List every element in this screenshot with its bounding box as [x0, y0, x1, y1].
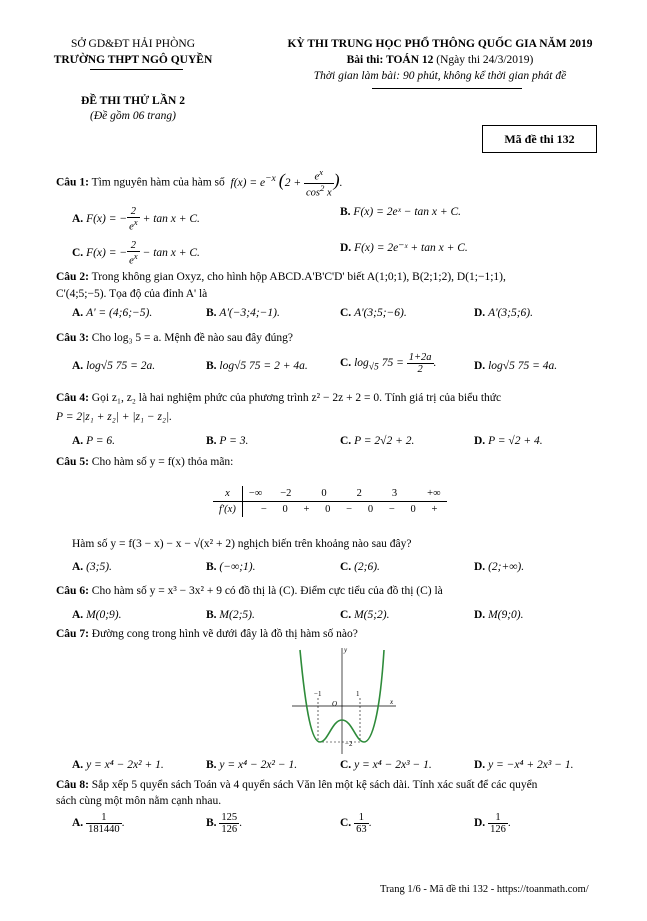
q6-b-text: M(2;5). [219, 609, 255, 621]
q7-stem [56, 628, 358, 640]
q1-stem [56, 168, 343, 198]
q7-option-c[interactable]: C. y = x⁴ − 2x³ − 1. [340, 759, 432, 771]
sign-cell: − [388, 504, 395, 515]
q6-option-d[interactable]: D. M(9;0). [474, 609, 524, 621]
q7-d-text: y = −x⁴ + 2x³ − 1. [488, 759, 574, 771]
q4-c-text: P = 2√2 + 2. [354, 435, 415, 447]
q4-line1: Gọi z₁, z₂ là hai nghiệm phức của phương trình z² − 2z + 2 = 0. Tính giá trị của biểu thức [91, 392, 502, 404]
sign-cell: + [431, 504, 438, 515]
q5-stem [56, 456, 233, 468]
q5-option-d[interactable]: D. (2;+∞). [474, 561, 525, 573]
exam-name: KỲ THI TRUNG HỌC PHỔ THÔNG QUỐC GIA NĂM 2019 [287, 38, 593, 50]
q3-option-a[interactable]: A. log√5 75 = 2a. [72, 360, 156, 372]
dept-name: SỞ GD&ĐT HẢI PHÒNG [70, 38, 196, 50]
q2-option-b[interactable]: B. A'(−3;4;−1). [206, 307, 280, 319]
q6-stem [56, 585, 443, 597]
q3-d-text: log√5 75 = 4a. [488, 360, 558, 372]
q8-line2: sách cùng một môn nằm cạnh nhau. [56, 795, 222, 807]
q3-option-b[interactable]: B. log√5 75 = 2 + 4a. [206, 360, 308, 372]
label-x: x [390, 698, 394, 706]
q2-option-c[interactable]: C. A'(3;5;−6). [340, 307, 407, 319]
sign-cell: 0 [410, 504, 416, 515]
label-m2: −2 [345, 740, 353, 748]
q2-d-text: A'(3;5;6). [488, 307, 533, 319]
q8-option-b[interactable]: B. $\frac{125}{126}$ . [206, 812, 243, 836]
q3-b-text: log√5 75 = 2 + 4a. [219, 360, 308, 372]
q5-c-text: (2;6). [354, 561, 380, 573]
time-note: Thời gian làm bài: 90 phút, không kể thời gian phát đề [313, 70, 567, 82]
q4-b-text: P = 3. [219, 435, 249, 447]
label-o: O [332, 700, 338, 708]
q1-formula: $f(x) = e^{-x}$ (2 + $\frac{e^x}{\cos^2 x}$ ). [227, 167, 343, 199]
label-p1: 1 [356, 690, 360, 698]
label-y: y [344, 646, 348, 654]
table-x-cell: −∞ [248, 488, 263, 499]
sign-cell: + [303, 504, 310, 515]
q2-a-text: A' = (4;6;−5). [86, 307, 153, 319]
q1-label: Câu 1: [56, 176, 89, 189]
q2-b-text: A'(−3;4;−1). [219, 307, 280, 319]
pages-note: (Đề gồm 06 trang) [90, 110, 176, 122]
q8-label: Câu 8: [56, 779, 89, 791]
q7-option-d[interactable]: D. y = −x⁴ + 2x³ − 1. [474, 759, 574, 771]
q1-d-text: F(x) = 2e⁻ˣ + tan x + C. [354, 242, 468, 254]
sign-cell: 0 [282, 504, 288, 515]
header-underline [372, 88, 522, 89]
sign-cell: − [260, 504, 267, 515]
q5-text: Cho hàm số y = f(x) thỏa mãn: [91, 456, 234, 468]
q6-d-text: M(9;0). [488, 609, 524, 621]
subject: Bài thi: TOÁN 12 [346, 54, 434, 66]
q1-option-b[interactable]: B. F(x) = 2eˣ − tan x + C. [340, 206, 462, 218]
q7-option-a[interactable]: A. y = x⁴ − 2x² + 1. [72, 759, 164, 771]
q8-stem [56, 779, 537, 791]
q2-line1: Trong không gian Oxyz, cho hình hộp ABCD.A'B'C'D' biết A(1;0;1), B(2;1;2), D(1;−1;1), [91, 271, 506, 283]
q8-option-d[interactable]: D. $\frac{1}{126}$ . [474, 812, 511, 836]
table-f-head: f'(x) [213, 502, 242, 518]
q2-label: Câu 2: [56, 271, 89, 283]
school-name: TRƯỜNG THPT NGÔ QUYỀN [53, 54, 213, 66]
label-m1: −1 [314, 690, 322, 698]
q7-graph [288, 644, 400, 756]
q6-c-text: M(5;2). [354, 609, 390, 621]
table-x-cell: +∞ [427, 488, 441, 499]
q3-stem [56, 332, 293, 344]
q8-d-den: 126 [490, 824, 506, 836]
q8-b-den: 126 [221, 824, 238, 836]
q6-option-b[interactable]: B. M(2;5). [206, 609, 255, 621]
q6-option-c[interactable]: C. M(5;2). [340, 609, 390, 621]
table-x-cell: 0 [321, 488, 327, 499]
q1-option-a[interactable]: A. F(x) = − $\frac{2}{e^x}$ + tan x + C. [72, 206, 200, 233]
q7-a-text: y = x⁴ − 2x² + 1. [86, 759, 164, 771]
exam-title: ĐỀ THI THỬ LẦN 2 [81, 95, 185, 107]
q4-option-d[interactable]: D. P = √2 + 4. [474, 435, 543, 447]
q5-a-text: (3;5). [86, 561, 112, 573]
q1-b-text: F(x) = 2eˣ − tan x + C. [353, 206, 462, 218]
q5-option-b[interactable]: B. (−∞;1). [206, 561, 256, 573]
q7-label: Câu 7: [56, 628, 89, 640]
q8-a-num: 1 [86, 812, 122, 824]
q8-c-den: 63 [356, 824, 367, 836]
q8-d-num: 1 [488, 812, 508, 824]
q5-line2: Hàm số y = f(3 − x) − x − √(x² + 2) nghịch biến trên khoảng nào sau đây? [72, 538, 412, 550]
exam-date: (Ngày thi 24/3/2019) [433, 54, 534, 66]
sign-cell: 0 [367, 504, 374, 515]
exam-code-box: Mã đề thi 132 [482, 125, 597, 153]
q3-label: Câu 3: [56, 332, 89, 344]
q4-stem [56, 392, 501, 404]
q5-option-c[interactable]: C. (2;6). [340, 561, 380, 573]
q5-label: Câu 5: [56, 456, 89, 468]
table-x-cell: 3 [391, 488, 398, 499]
q4-d-text: P = √2 + 4. [488, 435, 543, 447]
q4-option-b[interactable]: B. P = 3. [206, 435, 249, 447]
q8-line1: Sắp xếp 5 quyển sách Toán và 4 quyển sách Văn lên một kệ sách dài. Tính xác suất để các quyển [91, 779, 538, 791]
q3-option-c[interactable]: C. $\log_{√5} 75$ = $\frac{1+2a}{2}$ . [340, 352, 437, 376]
sign-cell: − [346, 504, 353, 515]
q6-a-text: M(0;9). [86, 609, 122, 621]
q7-text: Đường cong trong hình vẽ dưới đây là đồ thị hàm số nào? [91, 628, 358, 640]
q4-option-c[interactable]: C. P = 2√2 + 2. [340, 435, 415, 447]
q8-option-c[interactable]: C. $\frac{1}{63}$ . [340, 812, 372, 836]
q2-option-d[interactable]: D. A'(3;5;6). [474, 307, 533, 319]
q5-d-text: (2;+∞). [488, 561, 525, 573]
q7-b-text: y = x⁴ − 2x² − 1. [219, 759, 298, 771]
q8-option-a[interactable]: A. $\frac{1}{181440}$ . [72, 812, 125, 836]
table-x-cell: −2 [280, 488, 292, 499]
table-f-signs [242, 502, 446, 518]
q7-c-text: y = x⁴ − 2x³ − 1. [354, 759, 432, 771]
table-x-head: x [213, 486, 242, 502]
q6-label: Câu 6: [56, 585, 89, 597]
q3-text: Cho log₃ 5 = a. Mệnh đề nào sau đây đúng? [91, 332, 293, 344]
q8-b-num: 125 [221, 812, 238, 823]
q2-stem [56, 271, 506, 283]
sign-cell: 0 [325, 504, 331, 515]
q8-c-num: 1 [354, 812, 369, 824]
q8-a-den: 181440 [88, 824, 120, 836]
q2-option-a[interactable]: A. A' = (4;6;−5). [72, 307, 153, 319]
subject-line [250, 54, 630, 66]
q3-option-d[interactable]: D. log√5 75 = 4a. [474, 360, 558, 372]
q2-line2: C'(4;5;−5). Tọa độ của đỉnh A' là [56, 288, 208, 300]
q6-option-a[interactable]: A. M(0;9). [72, 609, 122, 621]
sign-table [213, 486, 447, 517]
q6-text: Cho hàm số y = x³ − 3x² + 9 có đồ thị là (C). Điểm cực tiểu của đồ thị (C) là [91, 585, 443, 597]
q4-label: Câu 4: [56, 392, 89, 404]
q7-option-b[interactable]: B. y = x⁴ − 2x² − 1. [206, 759, 298, 771]
q4-option-a[interactable]: A. P = 6. [72, 435, 116, 447]
q5-b-text: (−∞;1). [219, 561, 256, 573]
q5-option-a[interactable]: A. (3;5). [72, 561, 112, 573]
q1-option-c[interactable]: C. F(x) = − $\frac{2}{e^x}$ − tan x + C. [72, 240, 200, 267]
q4-a-text: P = 6. [86, 435, 116, 447]
q4-line2: P = 2|z₁ + z₂| + |z₁ − z₂|. [56, 411, 173, 423]
q2-c-text: A'(3;5;−6). [354, 307, 407, 319]
page-footer: Trang 1/6 - Mã đề thi 132 - https://toanmath.com/ [380, 884, 589, 895]
q1-text: Tìm nguyên hàm của hàm số [91, 176, 225, 189]
school-underline [90, 69, 183, 70]
q3-a-text: log√5 75 = 2a. [86, 360, 156, 372]
q1-option-d[interactable]: D. F(x) = 2e⁻ˣ + tan x + C. [340, 242, 468, 254]
table-x-cell: 2 [356, 488, 362, 499]
